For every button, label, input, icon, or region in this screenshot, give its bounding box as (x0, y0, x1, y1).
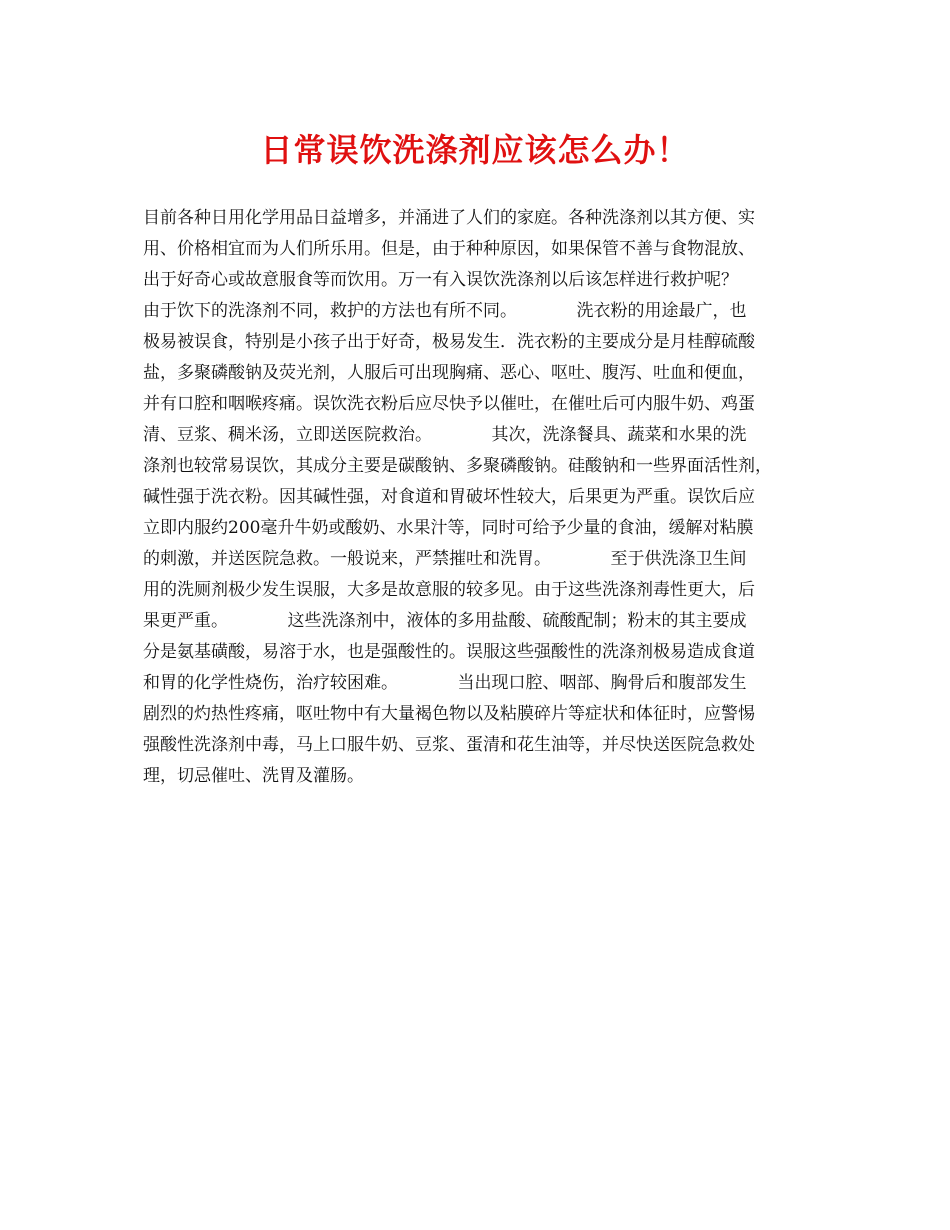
body-line: 分是氨基磺酸，易溶于水，也是强酸性的。误服这些强酸性的洗涤剂极易造成食道 (143, 642, 755, 662)
body-line: 极易被误食，特别是小孩子出于好奇，极易发生．洗衣粉的主要成分是月桂醇硫酸 (143, 332, 755, 352)
body-line: 由于饮下的洗涤剂不同，救护的方法也有所不同。 洗衣粉的用途最广，也 (143, 301, 747, 321)
body-line: 碱性强于洗衣粉。因其碱性强，对食道和胃破坏性较大，后果更为严重。误饮后应 (143, 487, 755, 507)
body-line: 剧烈的灼热性疼痛，呕吐物中有大量褐色物以及粘膜碎片等症状和体征时，应警惕 (143, 704, 755, 724)
body-line: 和胃的化学性烧伤，治疗较困难。 当出现口腔、咽部、胸骨后和腹部发生 (143, 673, 747, 693)
body-line: 的刺激，并送医院急救。一般说来，严禁摧吐和洗胃。 至于供洗涤卫生间 (143, 549, 747, 569)
body-line: 果更严重。 这些洗涤剂中，液体的多用盐酸、硫酸配制；粉末的其主要成 (143, 611, 747, 631)
document-body (143, 203, 823, 792)
body-line: 强酸性洗涤剂中毒，马上口服牛奶、豆浆、蛋清和花生油等，并尽快送医院急救处 (143, 735, 755, 755)
body-line: 清、豆浆、稠米汤，立即送医院救治。 其次，洗涤餐具、蔬菜和水果的洗 (143, 425, 747, 445)
body-line: 出于好奇心或故意服食等而饮用。万一有入误饮洗涤剂以后该怎样进行救护呢？ (143, 270, 738, 290)
body-line: 目前各种日用化学用品日益增多，并涌进了人们的家庭。各种洗涤剂以其方便、实 (143, 208, 755, 228)
body-line: 并有口腔和咽喉疼痛。误饮洗衣粉后应尽快予以催吐，在催吐后可内服牛奶、鸡蛋 (143, 394, 755, 414)
body-line: 涤剂也较常易误饮，其成分主要是碳酸钠、多聚磷酸钠。硅酸钠和一些界面活性剂， (143, 456, 772, 476)
body-line: 用、价格相宜而为人们所乐用。但是，由于种种原因，如果保管不善与食物混放、 (143, 239, 755, 259)
body-line: 立即内服约200毫升牛奶或酸奶、水果汁等，同时可给予少量的食油，缓解对粘膜 (143, 518, 754, 538)
body-line: 盐，多聚磷酸钠及荧光剂，人服后可出现胸痛、恶心、呕吐、腹泻、吐血和便血， (143, 363, 755, 383)
body-line: 理，切忌催吐、洗胃及灌肠。 (143, 766, 364, 786)
document-title: 日常误饮洗涤剂应该怎么办！ (260, 131, 690, 169)
body-line: 用的洗厕剂极少发生误服，大多是故意服的较多见。由于这些洗涤剂毒性更大，后 (143, 580, 755, 600)
